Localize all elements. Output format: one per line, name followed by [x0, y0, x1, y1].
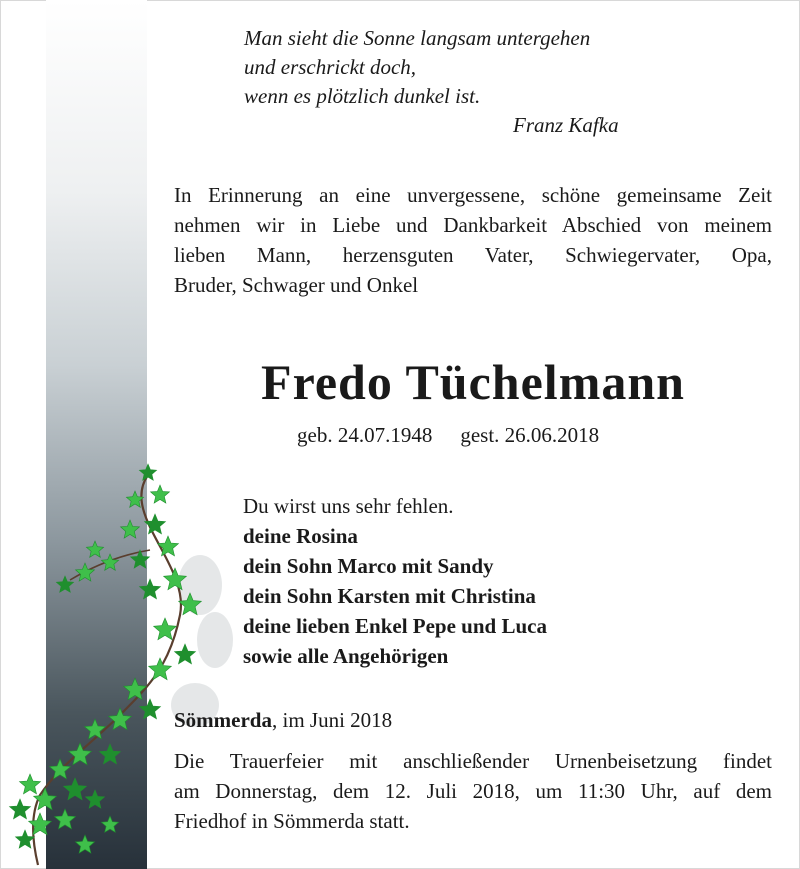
mourner-name: deine lieben Enkel Pepe und Luca	[243, 614, 547, 638]
ivy-leaf	[139, 464, 156, 480]
intro-line: Bruder, Schwager und Onkel	[174, 273, 419, 297]
ivy-leaf	[76, 563, 95, 581]
ivy-leaf	[158, 536, 179, 556]
ivy-leaf	[56, 576, 73, 592]
place-name: Sömmerda	[174, 708, 272, 732]
mourner-name: dein Sohn Karsten mit Christina	[243, 584, 536, 608]
birth-date: geb. 24.07.1948	[297, 423, 433, 447]
ivy-leaf	[121, 520, 140, 538]
ivy-leaf	[86, 541, 103, 557]
ivy-leaf	[101, 554, 118, 570]
mourner-name: sowie alle Angehörigen	[243, 644, 449, 668]
ivy-leaf	[109, 708, 132, 730]
mourners-block	[243, 491, 547, 671]
ivy-leaf	[20, 774, 41, 794]
ivy-leaf	[124, 678, 147, 700]
quote-line: Man sieht die Sonne langsam untergehen	[244, 26, 591, 50]
notice-date: , im Juni 2018	[272, 708, 393, 732]
intro-line: nehmen wir in Liebe und Dankbarkeit Abschied von meinem	[174, 213, 772, 237]
ivy-leaf	[149, 658, 172, 680]
ivy-leaf	[145, 514, 166, 534]
deceased-name: Fredo Tüchelmann	[261, 354, 685, 410]
ivy-leaf	[55, 809, 76, 829]
farewell-message: Du wirst uns sehr fehlen.	[243, 494, 454, 518]
death-date: gest. 26.06.2018	[460, 423, 600, 447]
ivy-leaf	[34, 788, 57, 810]
ivy-leaf	[76, 835, 95, 853]
ivy-leaf	[86, 790, 105, 808]
quote-line: wenn es plötzlich dunkel ist.	[244, 84, 481, 108]
life-dates	[297, 421, 599, 449]
funeral-line: Die Trauerfeier mit anschließender Urnenbeisetzung findet	[174, 749, 772, 773]
quote-author: Franz Kafka	[513, 113, 619, 137]
ivy-leaf	[10, 799, 31, 819]
ivy-leaf	[154, 618, 177, 640]
ivy-leaves	[10, 464, 202, 853]
place-date	[174, 706, 392, 734]
ivy-leaf	[69, 743, 92, 765]
ivy-leaf	[29, 813, 52, 835]
ivy-leaf	[100, 744, 121, 764]
quote-block	[244, 24, 619, 137]
quote-line: und erschrickt doch,	[244, 55, 417, 79]
mourner-name: deine Rosina	[243, 524, 358, 548]
ivy-leaf	[151, 485, 170, 503]
ivy-leaf	[64, 778, 87, 800]
ivy-leaf	[175, 644, 196, 664]
funeral-line: Friedhof in Sömmerda statt.	[174, 809, 410, 833]
ivy-leaf	[140, 579, 161, 599]
funeral-line: am Donnerstag, dem 12. Juli 2018, um 11:30 Uhr, auf dem	[174, 779, 772, 803]
mourner-name: dein Sohn Marco mit Sandy	[243, 554, 494, 578]
ivy-leaf	[140, 699, 161, 719]
ivy-leaf	[101, 816, 118, 832]
intro-line: In Erinnerung an eine unvergessene, schöne gemeinsame Zeit	[174, 183, 772, 207]
intro-paragraph	[174, 180, 772, 300]
ivy-leaf	[16, 830, 35, 848]
intro-line: lieben Mann, herzensguten Vater, Schwiegervater, Opa,	[174, 243, 772, 267]
ivy-leaf	[85, 719, 106, 739]
funeral-info	[174, 746, 772, 836]
